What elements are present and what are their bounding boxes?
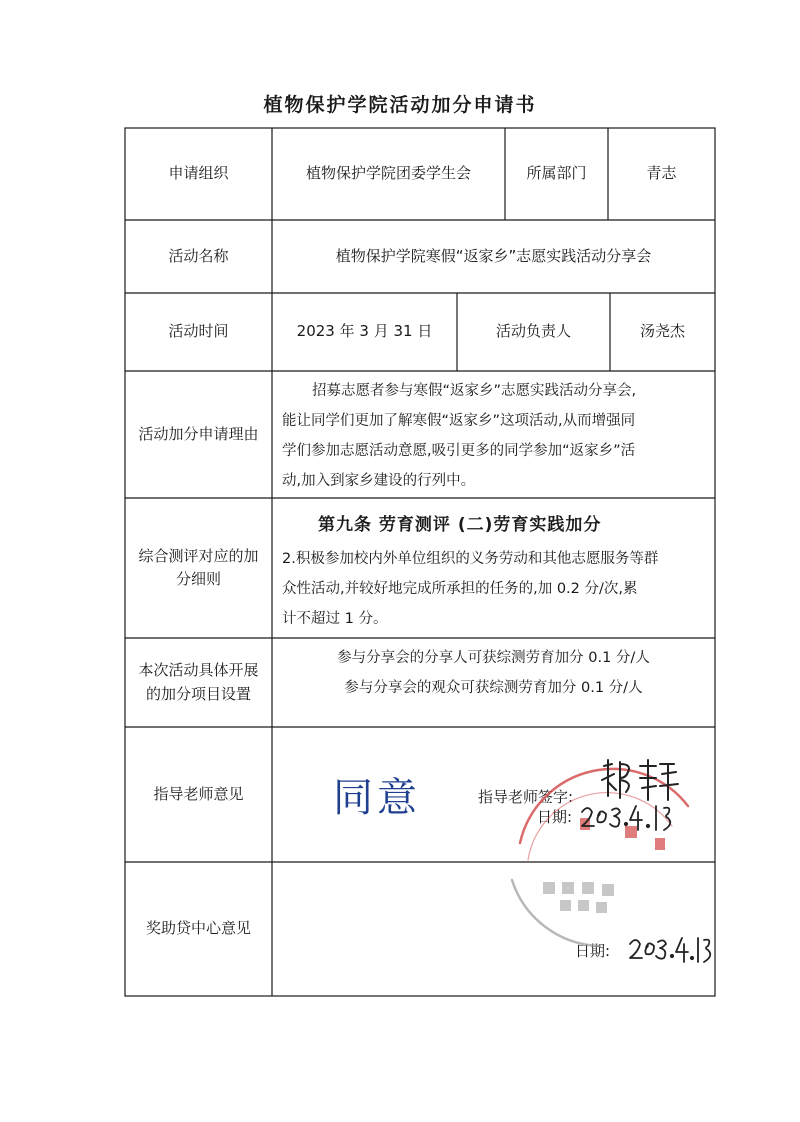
activity-name-label: 活动名称 (168, 246, 229, 265)
rule-line: 2.积极参加校内外单位组织的义务劳动和其他志愿服务等群 (282, 551, 659, 567)
advisor-sign-label: 指导老师签字: (478, 788, 574, 806)
rule-heading: 第九条 劳育测评 (二)劳育实践加分 (318, 515, 602, 535)
dept-value: 青志 (646, 164, 677, 183)
rule-line: 计不超过 1 分。 (282, 611, 388, 627)
advisor-opinion-label: 指导老师意见 (153, 784, 244, 803)
activity-time-label: 活动时间 (168, 322, 229, 341)
leader-value: 汤尧杰 (639, 322, 685, 341)
advisor-date-label: 日期: (537, 808, 573, 826)
rule-line: 众性活动,并较好地完成所承担的任务的,加 0.2 分/次,累 (282, 581, 638, 597)
aid-date-handwritten (628, 932, 714, 966)
advisor-opinion-value: 同意 (333, 775, 421, 821)
reason-label: 活动加分申请理由 (138, 424, 259, 443)
item-line: 参与分享会的分享人可获综测劳育加分 0.1 分/人 (337, 650, 650, 666)
rule-label: 综合测评对应的加分细则 (138, 546, 259, 588)
reason-line: 能让同学们更加了解寒假“返家乡”这项活动,从而增强同 (282, 413, 636, 429)
aid-date-label: 日期: (575, 942, 611, 960)
aid-center-opinion-label: 奖助贷中心意见 (145, 919, 251, 938)
items-label: 本次活动具体开展的加分项目设置 (138, 661, 259, 703)
org-value: 植物保护学院团委学生会 (305, 164, 471, 183)
item-line: 参与分享会的观众可获综测劳育加分 0.1 分/人 (344, 680, 643, 696)
org-label: 申请组织 (168, 164, 229, 183)
reason-line: 学们参加志愿活动意愿,吸引更多的同学参加“返家乡”活 (282, 443, 636, 459)
advisor-signature (598, 756, 680, 804)
activity-time-value: 2023 年 3 月 31 日 (296, 322, 433, 341)
leader-label: 活动负责人 (495, 322, 571, 341)
advisor-date-handwritten (578, 800, 678, 836)
dept-label: 所属部门 (526, 164, 587, 183)
reason-line: 动,加入到家乡建设的行列中。 (282, 473, 476, 489)
reason-line: 招募志愿者参与寒假“返家乡”志愿实践活动分享会, (312, 383, 637, 399)
activity-name-value: 植物保护学院寒假“返家乡”志愿实践活动分享会 (335, 246, 652, 265)
page-title: 植物保护学院活动加分申请书 (263, 94, 537, 116)
